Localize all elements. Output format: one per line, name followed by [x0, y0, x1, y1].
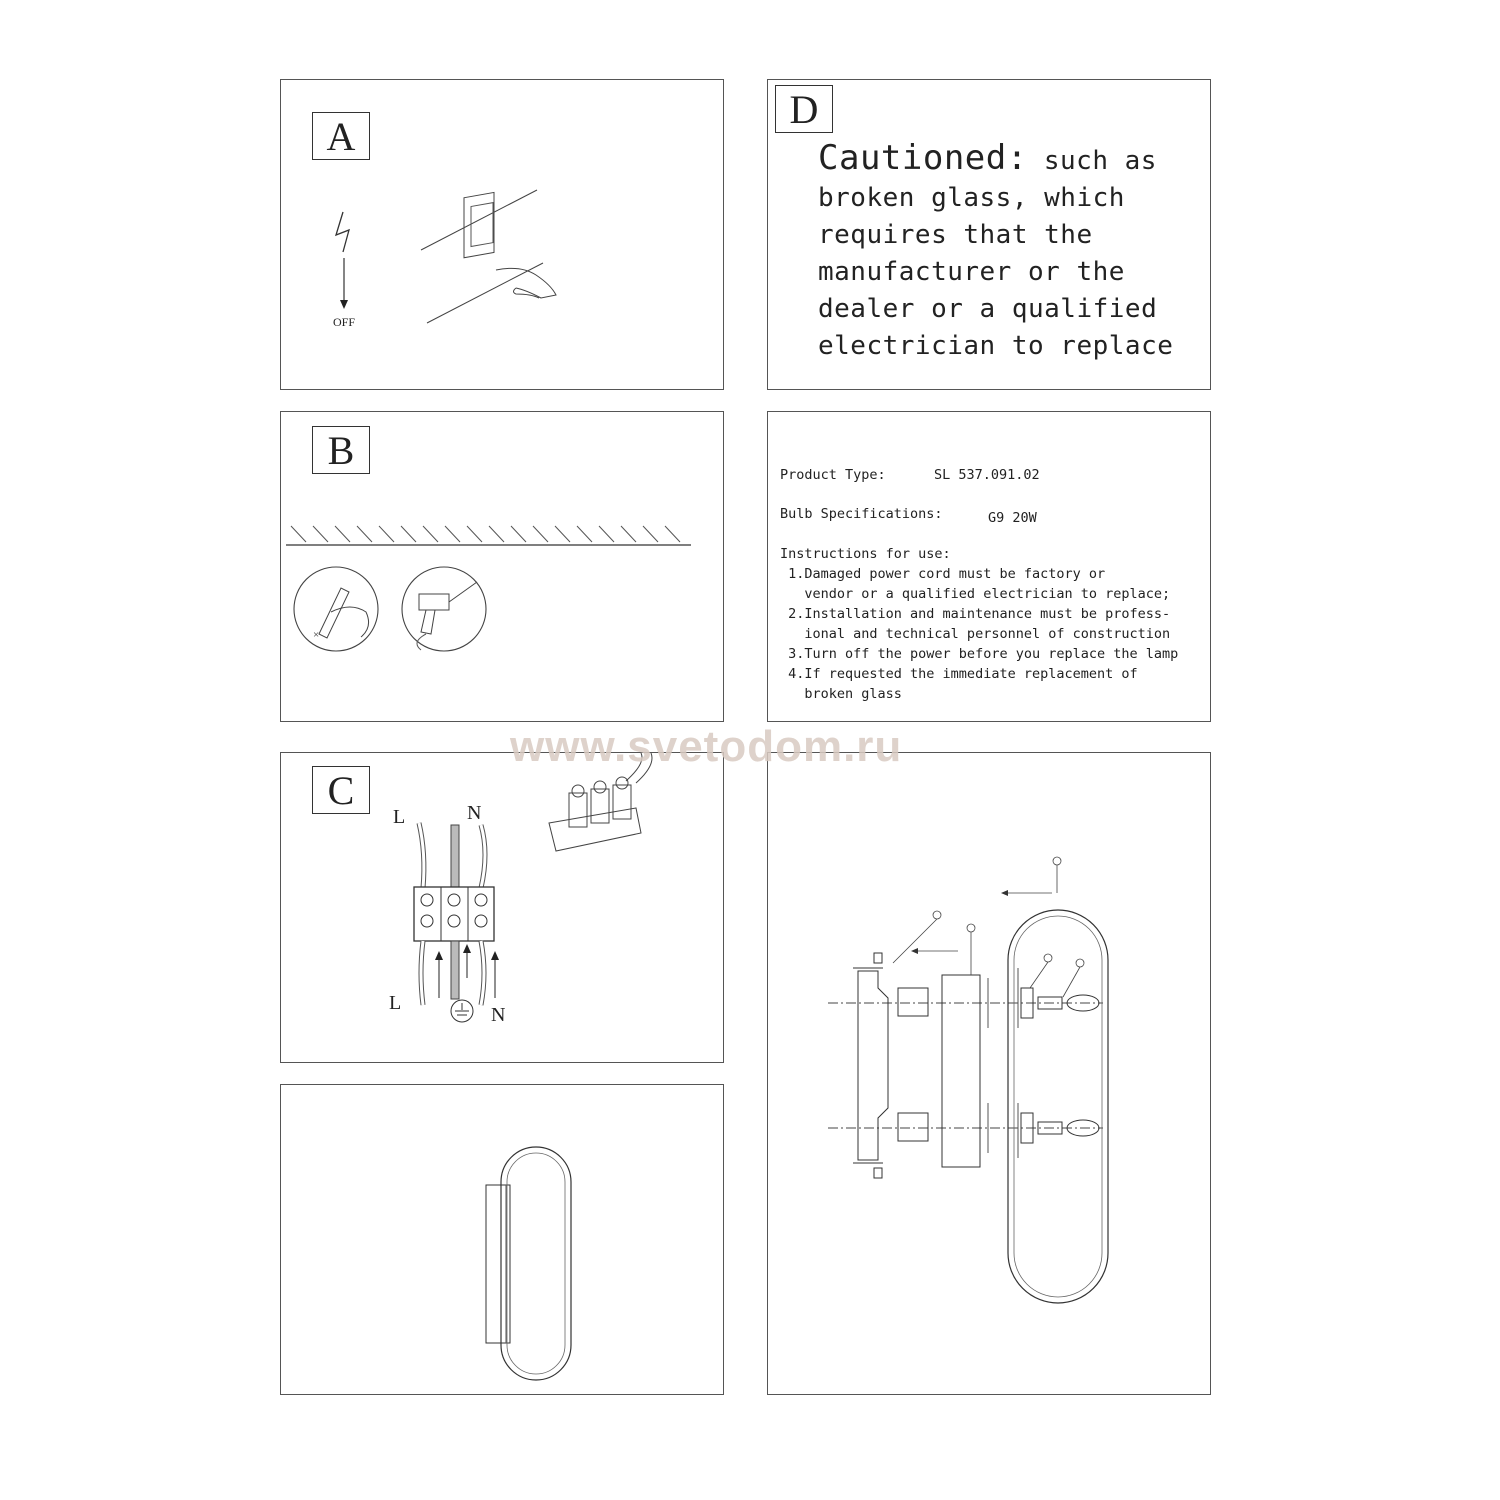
arrow-down-icon	[340, 300, 348, 309]
product-type-value: SL 537.091.02	[934, 467, 1040, 483]
panel-exploded-view	[767, 752, 1211, 1395]
side-view-diagram	[281, 1085, 725, 1396]
panel-specs	[767, 411, 1211, 722]
wire-n-bottom-label: N	[491, 1004, 506, 1026]
drill-icon	[419, 594, 449, 610]
product-type-label: Product Type:	[780, 467, 886, 483]
earth-wire	[451, 825, 459, 887]
wire-n-top-label: N	[467, 802, 482, 824]
panel-c-letter: C	[312, 766, 370, 814]
caution-line: manufacturer or the	[818, 257, 1125, 287]
lightning-icon	[336, 212, 349, 252]
screw-icon	[874, 953, 882, 963]
oval-shade-side	[501, 1147, 571, 1380]
wiring-diagram	[281, 753, 725, 1064]
socket	[898, 988, 928, 1016]
screw-icon	[874, 1168, 882, 1178]
caution-line: dealer or a qualified	[818, 294, 1158, 324]
off-label: OFF	[333, 315, 356, 329]
instruction-line: 4.If requested the immediate replacement of	[780, 666, 1138, 682]
instruction-line: broken glass	[780, 686, 902, 702]
pencil-icon	[319, 588, 349, 638]
bulb-label: Bulb Specifications:	[780, 506, 943, 522]
instructions-title: Instructions for use:	[780, 546, 951, 562]
instruction-line: 2.Installation and maintenance must be profess-	[780, 606, 1171, 622]
panel-c	[280, 752, 724, 1063]
terminal-block	[414, 887, 494, 941]
exploded-view-diagram	[768, 753, 1212, 1396]
instruction-line: vendor or a qualified electrician to replace;	[780, 586, 1171, 602]
panel-side-view	[280, 1084, 724, 1395]
pencil-mark-circle	[294, 567, 378, 651]
caution-line: such as	[1043, 146, 1157, 176]
instruction-line: 1.Damaged power cord must be factory or	[780, 566, 1106, 582]
oval-glass-shade	[1008, 910, 1108, 1303]
back-plate	[858, 971, 888, 1160]
instruction-line: ional and technical personnel of construction	[780, 626, 1171, 642]
panel-d-letter: D	[775, 85, 833, 133]
instruction-line: 3.Turn off the power before you replace the lamp	[780, 646, 1179, 662]
cover-box	[942, 975, 980, 1167]
caution-line: requires that the	[818, 220, 1093, 250]
bulb-value: G9 20W	[988, 510, 1037, 526]
drill-circle	[402, 567, 486, 651]
power-off-illustration	[281, 80, 725, 391]
watermark: www.svetodom.ru	[510, 722, 903, 771]
caution-line: electrician to replace	[818, 331, 1174, 361]
ceiling-drill-illustration	[281, 412, 725, 723]
socket	[898, 1113, 928, 1141]
panel-a-letter: A	[312, 112, 370, 160]
wire-l-bottom-label: L	[389, 992, 402, 1014]
caution-title: Cautioned:	[818, 138, 1028, 178]
panel-b	[280, 411, 724, 722]
caution-text	[818, 140, 1198, 365]
panel-a	[280, 79, 724, 390]
caution-line: broken glass, which	[818, 183, 1125, 213]
wire-l-top-label: L	[393, 806, 406, 828]
svg-text:×: ×	[313, 629, 320, 641]
panel-b-letter: B	[312, 426, 370, 474]
panel-d	[767, 79, 1211, 390]
